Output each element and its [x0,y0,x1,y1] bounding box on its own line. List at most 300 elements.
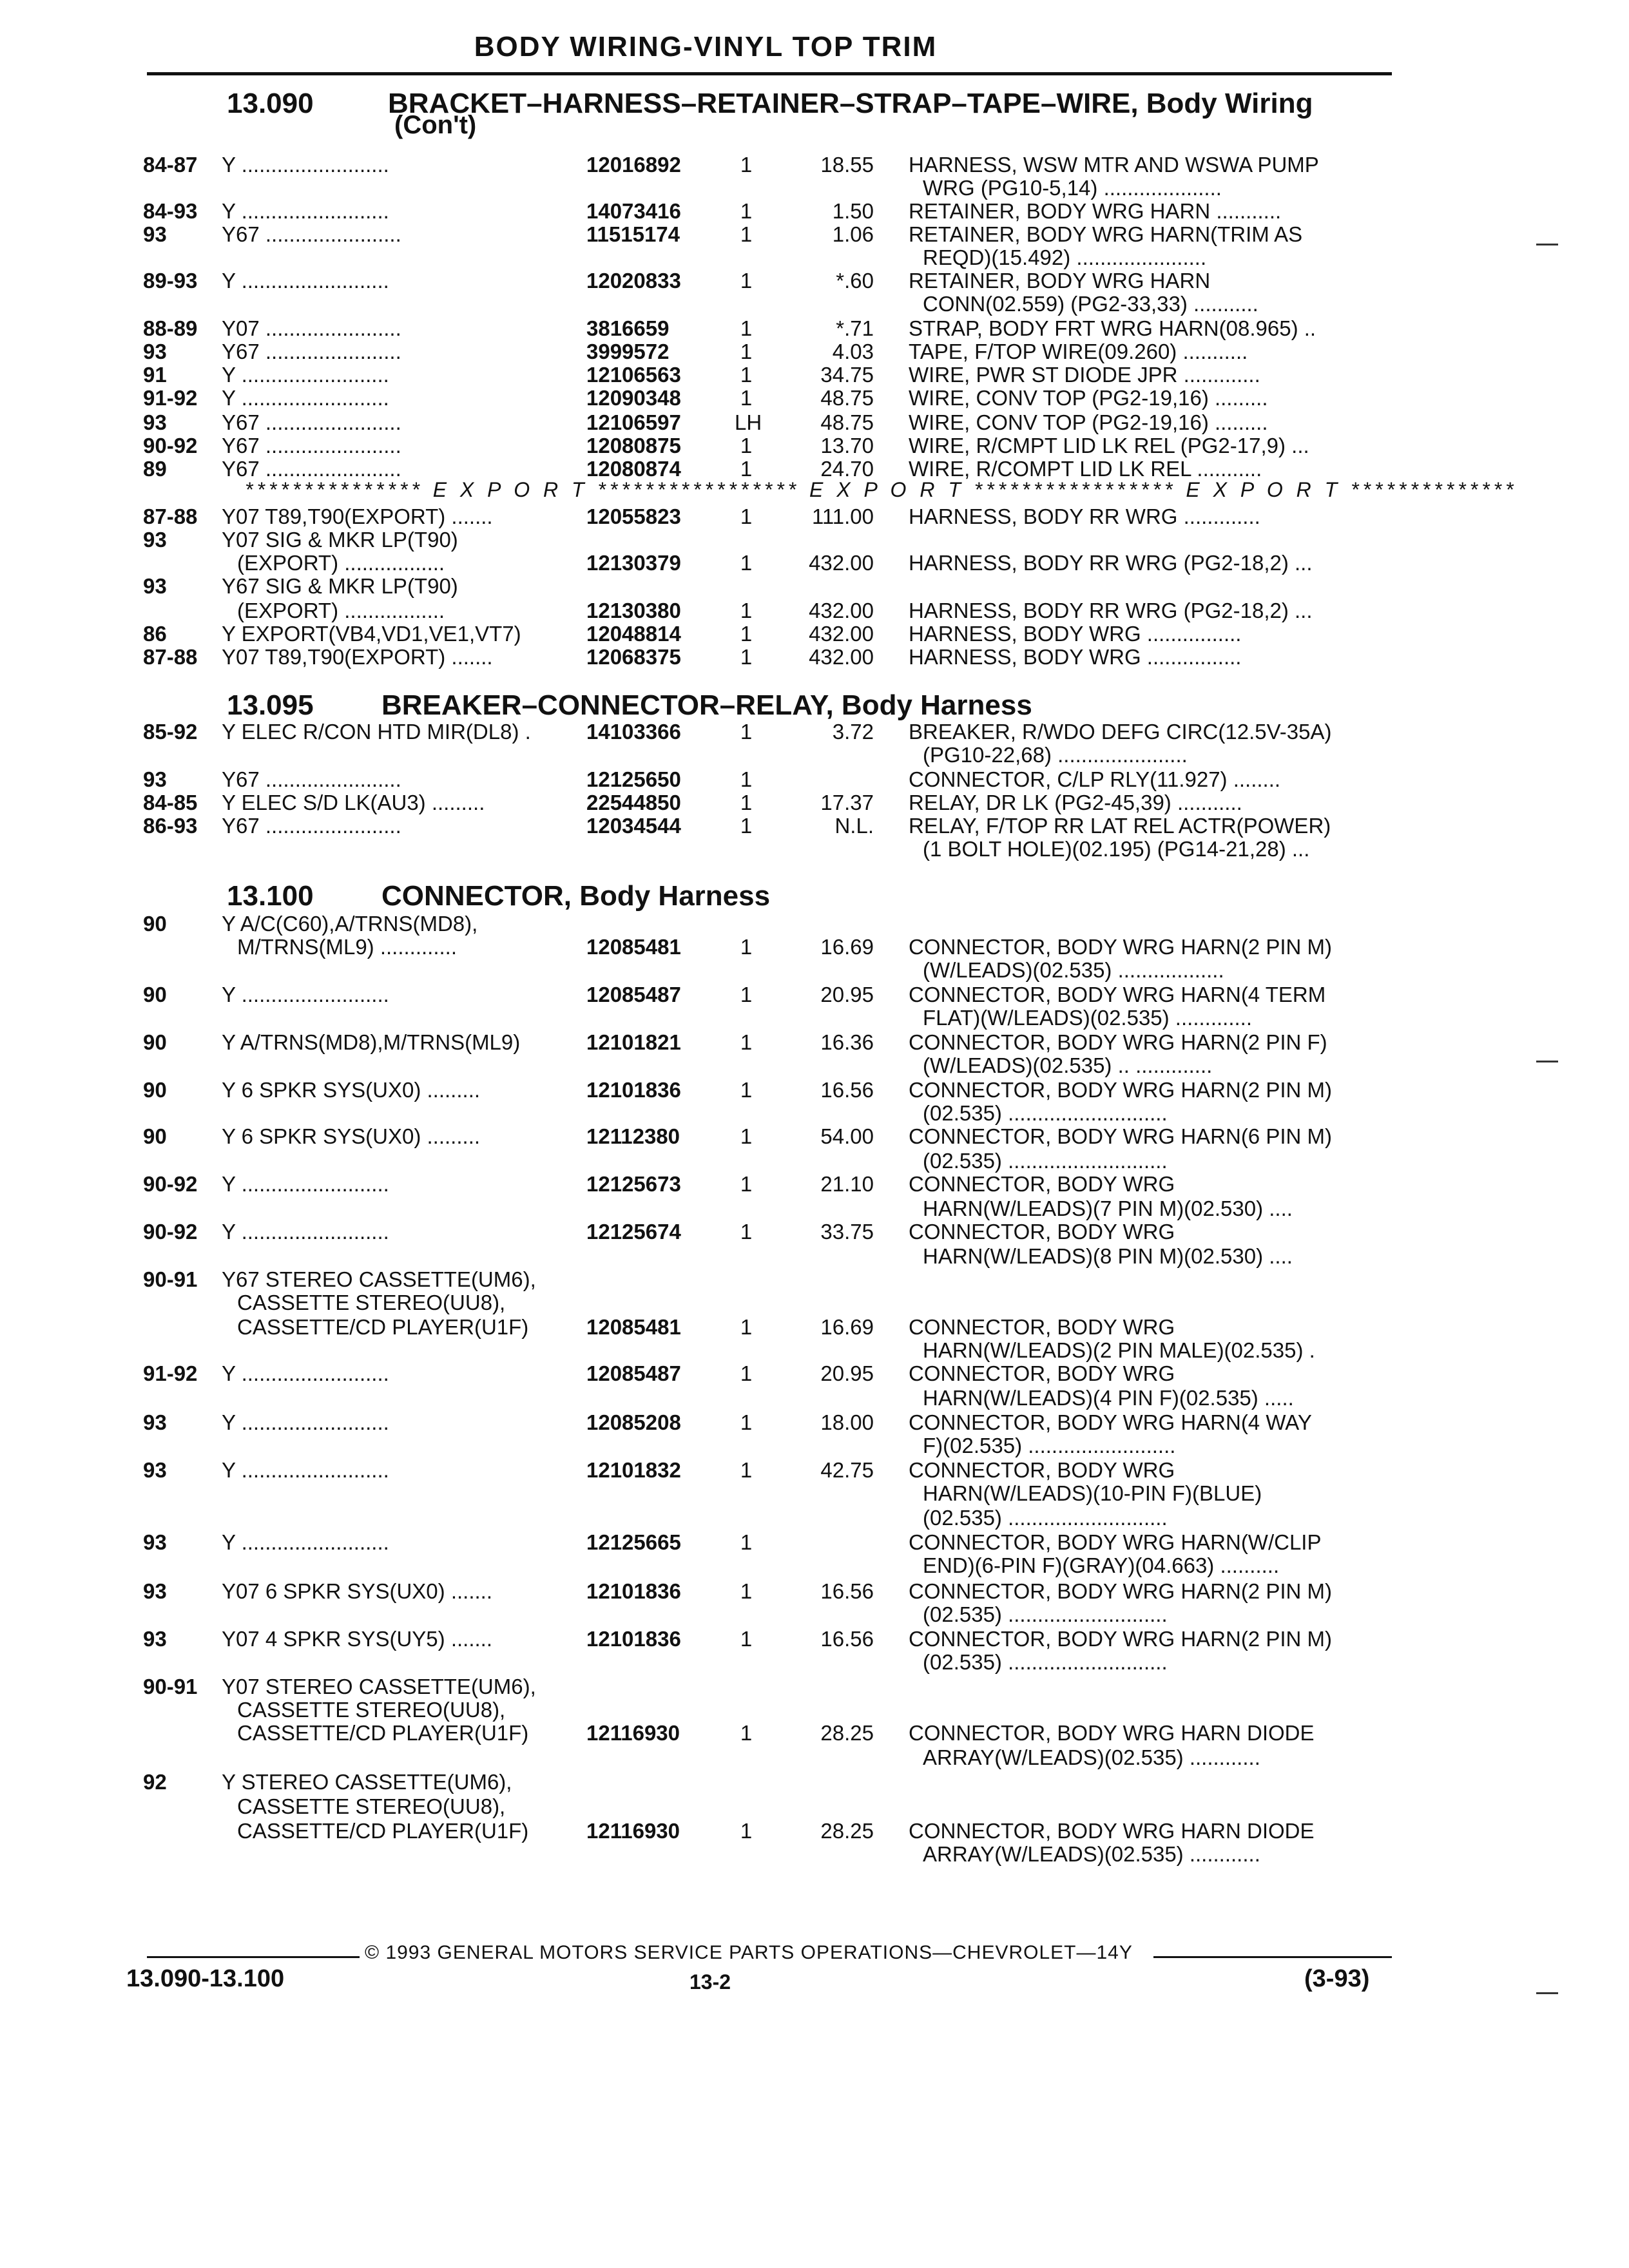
quantity: 1 [740,983,753,1006]
part-number: 12085481 [586,935,681,959]
description: CONNECTOR, BODY WRG HARN(4 WAY [909,1410,1312,1434]
description-continued: (02.535) ........................... [923,1149,1168,1173]
list-item [0,1171,1629,1197]
part-number: 12085208 [586,1410,681,1434]
margin-mark [1536,1061,1558,1062]
model-year: 90-91 [143,1267,198,1291]
description: CONNECTOR, BODY WRG [909,1458,1175,1482]
quantity: 1 [740,434,753,457]
price: 33.75 [820,1220,874,1244]
model-code: Y07 T89,T90(EXPORT) ....... [222,505,493,528]
price: 16.56 [820,1078,874,1102]
list-item [0,550,1629,576]
list-item [0,245,1629,271]
price: N.L. [834,814,874,838]
quantity: 1 [740,1172,753,1196]
description-continued: (02.535) ........................... [923,1602,1168,1626]
model-code-continued: (EXPORT) ................. [237,599,445,622]
model-code: Y ELEC S/D LK(AU3) ......... [222,791,485,814]
description-continued: (02.535) ........................... [923,1650,1168,1674]
model-code-continued: CASSETTE/CD PLAYER(U1F) [237,1819,529,1843]
description: WIRE, PWR ST DIODE JPR ............. [909,363,1260,387]
description: CONNECTOR, BODY WRG HARN(4 TERM [909,983,1326,1006]
model-code-continued: CASSETTE STEREO(UU8), [237,1794,506,1818]
model-code: Y67 ....................... [222,340,401,363]
quantity: LH [735,410,762,434]
list-item [0,1314,1629,1340]
model-code-continued: CASSETTE STEREO(UU8), [237,1291,506,1314]
list-item [0,1745,1629,1771]
model-code: Y ......................... [222,1172,389,1196]
model-year: 90-92 [143,1220,198,1244]
list-item [0,291,1629,317]
model-year: 90 [143,912,167,936]
part-number: 12125674 [586,1220,681,1244]
model-code: Y ......................... [222,983,389,1006]
price: *.71 [836,316,874,340]
quantity: 1 [740,1458,753,1482]
model-code: Y ......................... [222,199,389,223]
part-number: 11515174 [586,222,680,246]
price: 17.37 [820,791,874,814]
quantity: 1 [740,1579,753,1603]
section-number: 13.100 [227,880,314,912]
part-number: 12125665 [586,1530,681,1554]
footer-rule-right [1153,1956,1392,1958]
model-code-continued: M/TRNS(ML9) ............. [237,935,458,959]
part-number: 12080875 [586,434,681,457]
description-continued: REQD)(15.492) ...................... [923,245,1207,269]
model-year: 93 [143,1410,167,1434]
section-subtitle: (Con't) [394,111,477,139]
description: STRAP, BODY FRT WRG HARN(08.965) .. [909,316,1316,340]
description-continued: (W/LEADS)(02.535) .................. [923,958,1224,982]
description: CONNECTOR, C/LP RLY(11.927) ........ [909,767,1281,791]
quantity: 1 [740,386,753,410]
model-code: Y67 ....................... [222,767,401,791]
list-item [0,527,1629,553]
quantity: 1 [740,1721,753,1745]
description: CONNECTOR, BODY WRG [909,1172,1175,1196]
model-year: 91 [143,363,167,387]
price: 24.70 [820,457,874,481]
part-number: 12101821 [586,1030,681,1054]
list-item [0,1579,1629,1604]
part-number: 12020833 [586,269,681,293]
quantity: 1 [740,599,753,622]
model-code: Y67 SIG & MKR LP(T90) [222,574,458,598]
model-code: Y ......................... [222,1530,389,1554]
list-item [0,982,1629,1008]
model-code-continued: CASSETTE/CD PLAYER(U1F) [237,1721,529,1745]
description: HARNESS, BODY RR WRG (PG2-18,2) ... [909,599,1313,622]
price: 48.75 [820,386,874,410]
description: TAPE, F/TOP WIRE(09.260) ........... [909,340,1248,363]
model-code-continued: CASSETTE STEREO(UU8), [237,1698,506,1722]
part-number: 12116930 [586,1721,680,1745]
model-code: Y ELEC R/CON HTD MIR(DL8) . [222,720,531,744]
list-item [0,813,1629,839]
list-item [0,1410,1629,1436]
model-year: 90-92 [143,1172,198,1196]
quantity: 1 [740,505,753,528]
description: CONNECTOR, BODY WRG HARN(2 PIN M) [909,1627,1332,1651]
price: 3.72 [832,720,874,744]
list-item [0,222,1629,247]
model-year: 93 [143,340,167,363]
quantity: 1 [740,199,753,223]
description-continued: (1 BOLT HOLE)(02.195) (PG14-21,28) ... [923,837,1310,861]
model-year: 87-88 [143,505,198,528]
list-item [0,1602,1629,1628]
list-item [0,1530,1629,1555]
model-code: Y07 4 SPKR SYS(UY5) ....... [222,1627,492,1651]
description-continued: WRG (PG10-5,14) .................... [923,176,1222,200]
description-continued: HARN(W/LEADS)(4 PIN F)(02.535) ..... [923,1386,1294,1410]
model-code: Y A/TRNS(MD8),M/TRNS(ML9) [222,1030,521,1054]
part-number: 12106563 [586,363,681,387]
section-number: 13.090 [227,88,314,119]
list-item [0,911,1629,937]
description-continued: ARRAY(W/LEADS)(02.535) ............ [923,1745,1260,1769]
part-number: 12101836 [586,1579,681,1603]
price: 21.10 [820,1172,874,1196]
model-year: 90-92 [143,434,198,457]
part-number: 12090348 [586,386,681,410]
footer-copyright: © 1993 GENERAL MOTORS SERVICE PARTS OPERATIONS—CHEVROLET—14Y [365,1942,1133,1963]
description: WIRE, R/CMPT LID LK REL (PG2-17,9) ... [909,434,1309,457]
description: CONNECTOR, BODY WRG HARN DIODE [909,1819,1315,1843]
list-item [0,836,1629,862]
part-number: 3816659 [586,316,670,340]
list-item [0,152,1629,178]
model-code: Y07 ....................... [222,316,401,340]
list-item [0,1219,1629,1245]
price: 432.00 [809,645,874,669]
description-continued: (W/LEADS)(02.535) .. ............. [923,1053,1213,1077]
price: 432.00 [809,622,874,646]
part-number: 12016892 [586,153,681,177]
description: HARNESS, BODY RR WRG ............. [909,505,1260,528]
quantity: 1 [740,1124,753,1148]
quantity: 1 [740,1410,753,1434]
model-year: 86-93 [143,814,198,838]
export-separator: *************** E X P O R T ***************** E X P O R T ***************** E X P O R T ************** [245,478,1518,501]
quantity: 1 [740,222,753,246]
list-item [0,1674,1629,1700]
description: RELAY, F/TOP RR LAT REL ACTR(POWER) [909,814,1331,838]
price: 1.50 [832,199,874,223]
list-item [0,1818,1629,1844]
list-item [0,644,1629,670]
quantity: 1 [740,457,753,481]
model-year: 89-93 [143,269,198,293]
part-number: 12101832 [586,1458,681,1482]
description: RETAINER, BODY WRG HARN ........... [909,199,1282,223]
footer-page-number: 13-2 [689,1970,731,1994]
price: 20.95 [820,983,874,1006]
part-number: 14073416 [586,199,681,223]
price: 432.00 [809,599,874,622]
model-year: 84-85 [143,791,198,814]
price: 432.00 [809,551,874,575]
list-item [0,1077,1629,1103]
model-year: 93 [143,410,167,434]
model-year: 90 [143,983,167,1006]
model-code-continued: (EXPORT) ................. [237,551,445,575]
list-item [0,790,1629,816]
model-code: Y ......................... [222,269,389,293]
price: 28.25 [820,1721,874,1745]
model-year: 90-91 [143,1675,198,1698]
list-item [0,1100,1629,1126]
list-item [0,175,1629,201]
model-year: 84-87 [143,153,198,177]
description: CONNECTOR, BODY WRG [909,1315,1175,1339]
model-code: Y07 T89,T90(EXPORT) ....... [222,645,493,669]
section-number: 13.095 [227,689,314,721]
list-item [0,1457,1629,1483]
quantity: 1 [740,1220,753,1244]
price: 28.25 [820,1819,874,1843]
description-continued: HARN(W/LEADS)(8 PIN M)(02.530) .... [923,1244,1293,1268]
list-item [0,767,1629,793]
model-year: 93 [143,1458,167,1482]
model-year: 86 [143,622,167,646]
list-item [0,1794,1629,1820]
model-year: 93 [143,1530,167,1554]
list-item [0,1433,1629,1459]
list-item [0,385,1629,411]
description: HARNESS, BODY RR WRG (PG2-18,2) ... [909,551,1313,575]
price: 13.70 [820,434,874,457]
quantity: 1 [740,1078,753,1102]
quantity: 1 [740,767,753,791]
model-code: Y ......................... [222,1220,389,1244]
part-number: 22544850 [586,791,681,814]
model-code: Y ......................... [222,153,389,177]
model-code: Y A/C(C60),A/TRNS(MD8), [222,912,478,936]
quantity: 1 [740,1361,753,1385]
list-item [0,598,1629,624]
quantity: 1 [740,153,753,177]
list-item [0,268,1629,294]
model-code: Y 6 SPKR SYS(UX0) ......... [222,1124,481,1148]
price: 16.36 [820,1030,874,1054]
list-item [0,1267,1629,1293]
description: CONNECTOR, BODY WRG [909,1361,1175,1385]
list-item [0,1553,1629,1579]
description: CONNECTOR, BODY WRG HARN(2 PIN F) [909,1030,1327,1054]
list-item [0,1030,1629,1055]
list-item [0,1841,1629,1867]
margin-mark [1536,1992,1558,1994]
margin-mark [1536,244,1558,245]
price: 1.06 [832,222,874,246]
description: WIRE, CONV TOP (PG2-19,16) ......... [909,386,1268,410]
model-year: 88-89 [143,316,198,340]
description: CONNECTOR, BODY WRG HARN(2 PIN M) [909,935,1332,959]
price: 42.75 [820,1458,874,1482]
list-item [0,1148,1629,1174]
quantity: 1 [740,814,753,838]
section-title: BREAKER–CONNECTOR–RELAY, Body Harness [381,689,1032,721]
part-number: 12055823 [586,505,681,528]
model-code: Y ......................... [222,386,389,410]
description-continued: (02.535) ........................... [923,1506,1168,1530]
quantity: 1 [740,1627,753,1651]
quantity: 1 [740,340,753,363]
price: 48.75 [820,410,874,434]
description-continued: (02.535) ........................... [923,1101,1168,1125]
list-item [0,362,1629,388]
model-code: Y07 SIG & MKR LP(T90) [222,528,458,552]
model-code: Y07 STEREO CASSETTE(UM6), [222,1675,536,1698]
price: 111.00 [811,505,874,528]
description: HARNESS, WSW MTR AND WSWA PUMP [909,153,1319,177]
quantity: 1 [740,1315,753,1339]
description: RELAY, DR LK (PG2-45,39) ........... [909,791,1242,814]
description: CONNECTOR, BODY WRG HARN(6 PIN M) [909,1124,1332,1148]
list-item [0,1338,1629,1363]
model-year: 89 [143,457,167,481]
list-item [0,339,1629,365]
quantity: 1 [740,935,753,959]
part-number: 12068375 [586,645,681,669]
footer-rule-left [147,1956,360,1958]
model-year: 93 [143,528,167,552]
description-continued: HARN(W/LEADS)(10-PIN F)(BLUE) [923,1481,1262,1505]
description: RETAINER, BODY WRG HARN(TRIM AS [909,222,1303,246]
footer-date: (3-93) [1304,1965,1370,1992]
model-code: Y67 STEREO CASSETTE(UM6), [222,1267,536,1291]
list-item [0,1720,1629,1746]
part-number: 12116930 [586,1819,680,1843]
list-item [0,1124,1629,1149]
description-continued: HARN(W/LEADS)(7 PIN M)(02.530) .... [923,1196,1293,1220]
description: HARNESS, BODY WRG ................ [909,645,1242,669]
list-item [0,1769,1629,1795]
part-number: 14103366 [586,720,681,744]
part-number: 12125650 [586,767,681,791]
quantity: 1 [740,1819,753,1843]
part-number: 12130379 [586,551,681,575]
model-code: Y67 ....................... [222,434,401,457]
model-year: 93 [143,222,167,246]
model-code: Y EXPORT(VB4,VD1,VE1,VT7) [222,622,521,646]
description-continued: F)(02.535) ......................... [923,1434,1176,1457]
model-code: Y67 ....................... [222,222,401,246]
list-item [0,198,1629,224]
model-year: 90 [143,1030,167,1054]
quantity: 1 [740,316,753,340]
header-rule [147,72,1392,75]
list-item [0,1196,1629,1222]
list-item [0,316,1629,341]
price: 16.69 [820,1315,874,1339]
part-number: 12085487 [586,1361,681,1385]
price: 16.56 [820,1579,874,1603]
description-continued: HARN(W/LEADS)(2 PIN MALE)(02.535) . [923,1338,1315,1362]
quantity: 1 [740,1530,753,1554]
list-item [0,410,1629,436]
quantity: 1 [740,363,753,387]
model-code: Y ......................... [222,363,389,387]
description: RETAINER, BODY WRG HARN [909,269,1211,293]
footer-section-range: 13.090-13.100 [126,1965,285,1992]
part-number: 12048814 [586,622,681,646]
list-item [0,433,1629,459]
part-number: 12125673 [586,1172,681,1196]
model-year: 90 [143,1078,167,1102]
list-item [0,742,1629,768]
list-item [0,1697,1629,1723]
description-continued: ARRAY(W/LEADS)(02.535) ............ [923,1842,1260,1866]
price: 16.56 [820,1627,874,1651]
list-item [0,504,1629,530]
part-number: 12034544 [586,814,681,838]
quantity: 1 [740,622,753,646]
model-year: 92 [143,1770,167,1794]
price: 34.75 [820,363,874,387]
part-number: 12080874 [586,457,681,481]
list-item [0,1505,1629,1531]
model-code: Y07 6 SPKR SYS(UX0) ....... [222,1579,492,1603]
description: CONNECTOR, BODY WRG HARN(2 PIN M) [909,1078,1332,1102]
description-continued: END)(6-PIN F)(GRAY)(04.663) .......... [923,1553,1280,1577]
price: 54.00 [820,1124,874,1148]
price: 18.00 [820,1410,874,1434]
quantity: 1 [740,645,753,669]
quantity: 1 [740,720,753,744]
description: CONNECTOR, BODY WRG HARN(2 PIN M) [909,1579,1332,1603]
section-title: BRACKET–HARNESS–RETAINER–STRAP–TAPE–WIRE, Body Wiring [388,88,1313,119]
description: CONNECTOR, BODY WRG [909,1220,1175,1244]
model-year: 85-92 [143,720,198,744]
model-year: 84-93 [143,199,198,223]
description: BREAKER, R/WDO DEFG CIRC(12.5V-35A) [909,720,1332,744]
list-item [0,957,1629,983]
model-year: 91-92 [143,386,198,410]
description: HARNESS, BODY WRG ................ [909,622,1242,646]
description-continued: (PG10-22,68) ...................... [923,743,1188,767]
quantity: 1 [740,1030,753,1054]
list-item [0,573,1629,599]
model-year: 91-92 [143,1361,198,1385]
price: 16.69 [820,935,874,959]
price: 18.55 [820,153,874,177]
part-number: 12085487 [586,983,681,1006]
list-item [0,621,1629,647]
part-number: 12101836 [586,1627,681,1651]
price: *.60 [836,269,874,293]
list-item [0,1005,1629,1031]
list-item [0,934,1629,960]
list-item [0,1481,1629,1506]
list-item [0,1626,1629,1652]
part-number: 12106597 [586,410,681,434]
model-year: 93 [143,574,167,598]
model-code: Y67 ....................... [222,814,401,838]
model-code: Y ......................... [222,1410,389,1434]
page-header-title: BODY WIRING-VINYL TOP TRIM [474,31,938,62]
part-number: 3999572 [586,340,670,363]
model-code: Y67 ....................... [222,457,401,481]
description-continued: CONN(02.559) (PG2-33,33) ........... [923,292,1258,316]
quantity: 1 [740,551,753,575]
list-item [0,1649,1629,1675]
quantity: 1 [740,269,753,293]
